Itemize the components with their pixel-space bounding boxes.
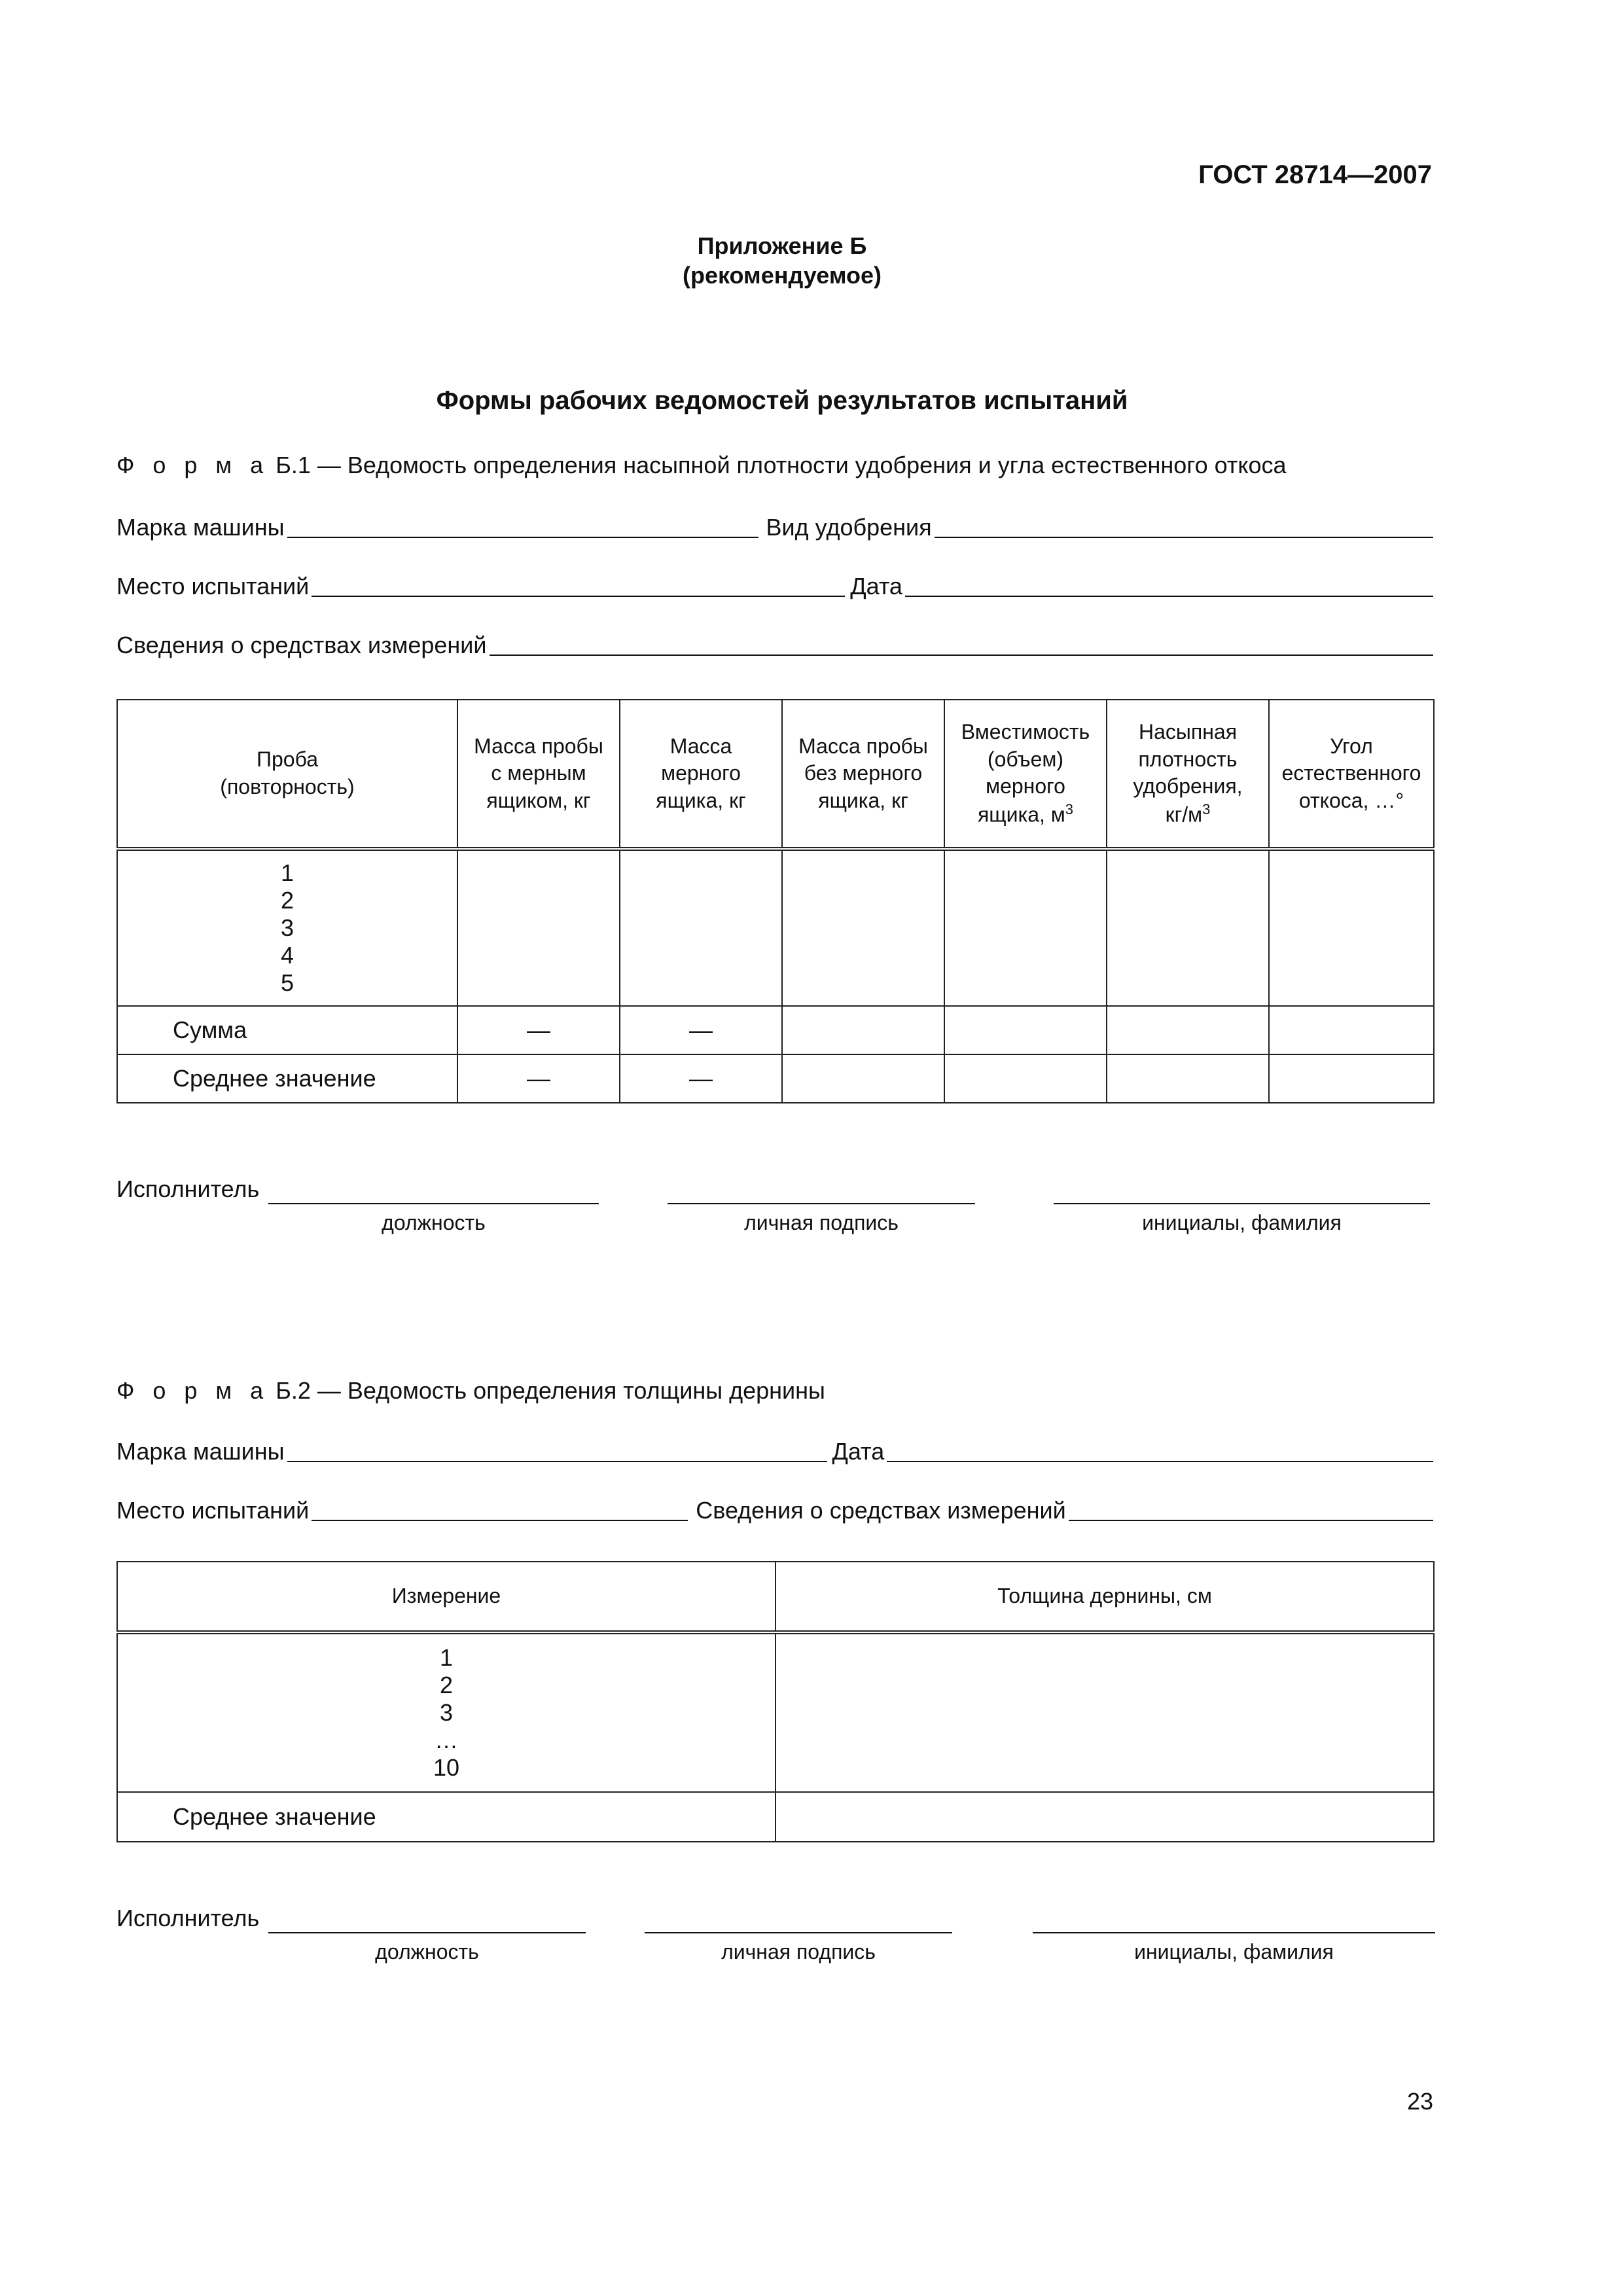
document-code: ГОСТ 28714—2007	[1198, 160, 1432, 189]
sample-number: 2	[280, 887, 294, 914]
instruments-field[interactable]	[1069, 1513, 1433, 1521]
measurement-numbers-cell	[117, 1632, 776, 1792]
header-turf-thickness: Толщина дернины, см	[776, 1562, 1434, 1632]
header-mass-with-box: Масса пробы с мерным ящиком, кг	[457, 700, 620, 849]
signature-field[interactable]	[668, 1202, 975, 1204]
data-cell[interactable]	[944, 1054, 1107, 1103]
form-b2-caption	[116, 1377, 825, 1405]
name-field[interactable]	[1033, 1931, 1435, 1933]
form-b1-table	[116, 699, 1435, 1103]
sample-numbers-cell	[117, 849, 457, 1006]
form-b1-caption-text: Б.1 — Ведомость определения насыпной плотности удобрения и угла естественного откоса	[276, 452, 1287, 478]
form-b2-table	[116, 1561, 1435, 1842]
dash-cell: —	[620, 1006, 782, 1054]
name-caption: инициалы, фамилия	[1142, 1211, 1342, 1234]
data-cell[interactable]	[944, 849, 1107, 1006]
machine-brand-field[interactable]	[287, 1454, 827, 1462]
annex-status: (рекомендуемое)	[683, 262, 882, 289]
sample-number: 1	[280, 859, 294, 886]
header-sample: Проба (повторность)	[117, 700, 457, 849]
data-cell[interactable]	[782, 1006, 944, 1054]
data-cell[interactable]	[1269, 849, 1434, 1006]
machine-brand-label: Марка машины	[116, 514, 285, 541]
fertilizer-type-label: Вид удобрения	[766, 514, 932, 541]
date-field[interactable]	[905, 589, 1433, 597]
measurement-number: 1	[439, 1644, 454, 1671]
signature-field[interactable]	[645, 1931, 952, 1933]
form-b1-row-instruments	[116, 627, 1433, 658]
sample-number: 5	[280, 969, 294, 996]
header-mass-without-box: Масса пробы без мерного ящика, кг	[782, 700, 944, 849]
data-cell[interactable]	[1269, 1054, 1434, 1103]
page-number: 23	[1406, 2088, 1433, 2115]
data-cell[interactable]	[457, 849, 620, 1006]
data-cell[interactable]	[782, 1054, 944, 1103]
data-cell[interactable]	[1107, 849, 1269, 1006]
test-site-label: Место испытаний	[116, 1497, 310, 1524]
sum-label: Сумма	[117, 1006, 457, 1054]
data-cell[interactable]	[782, 849, 944, 1006]
data-cell[interactable]	[1269, 1006, 1434, 1054]
header-bulk-density: Насыпная плотность удобрения, $кг/м^3$	[1107, 700, 1269, 849]
measurement-number: 10	[433, 1754, 460, 1781]
form-b2-row-brand	[116, 1433, 1433, 1465]
test-site-label: Место испытаний	[116, 573, 310, 600]
test-site-field[interactable]	[312, 589, 845, 597]
header-box-mass: Масса мерного ящика, кг	[620, 700, 782, 849]
section-title: Формы рабочих ведомостей результатов испытаний	[436, 386, 1128, 415]
signature-caption: личная подпись	[744, 1211, 899, 1234]
instruments-field[interactable]	[490, 648, 1433, 656]
date-label: Дата	[832, 1438, 885, 1465]
measurement-number: 3	[439, 1699, 454, 1726]
mean-label: Среднее значение	[117, 1792, 776, 1842]
test-site-field[interactable]	[312, 1513, 688, 1521]
form-b2-caption-text: Б.2 — Ведомость определения толщины дернины	[276, 1377, 825, 1404]
data-cell[interactable]	[776, 1632, 1434, 1792]
position-field[interactable]	[268, 1931, 586, 1933]
position-caption: должность	[382, 1211, 486, 1234]
sample-number: 4	[280, 942, 294, 969]
executor-label: Исполнитель	[116, 1905, 260, 1931]
mean-label: Среднее значение	[117, 1054, 457, 1103]
annex-title: Приложение Б	[697, 232, 867, 259]
signature-caption: личная подпись	[721, 1940, 876, 1964]
sample-number: 3	[280, 914, 294, 941]
measurement-number: …	[435, 1727, 458, 1753]
form-b2-row-site	[116, 1492, 1433, 1524]
instruments-label: Сведения о средствах измерений	[116, 632, 487, 659]
instruments-label: Сведения о средствах измерений	[696, 1497, 1066, 1524]
date-field[interactable]	[887, 1454, 1433, 1462]
header-repose-angle: Угол естественного откоса, …°	[1269, 700, 1434, 849]
dash-cell: —	[457, 1006, 620, 1054]
form-b2-caption-prefix: Ф о р м а	[116, 1377, 270, 1404]
header-measurement: Измерение	[117, 1562, 776, 1632]
executor-label: Исполнитель	[116, 1175, 260, 1202]
fertilizer-type-field[interactable]	[935, 530, 1433, 538]
date-label: Дата	[850, 573, 902, 600]
measurement-number: 2	[439, 1672, 454, 1698]
data-cell[interactable]	[776, 1792, 1434, 1842]
position-field[interactable]	[268, 1202, 599, 1204]
name-field[interactable]	[1054, 1202, 1430, 1204]
data-cell[interactable]	[620, 849, 782, 1006]
form-b1-caption-prefix: Ф о р м а	[116, 452, 270, 478]
position-caption: должность	[375, 1940, 479, 1964]
form-b1-caption	[116, 452, 1287, 479]
name-caption: инициалы, фамилия	[1134, 1940, 1334, 1964]
data-cell[interactable]	[944, 1006, 1107, 1054]
header-box-volume: Вместимость (объем) мерного ящика, $м^3$	[944, 700, 1107, 849]
dash-cell: —	[457, 1054, 620, 1103]
machine-brand-field[interactable]	[287, 530, 758, 538]
data-cell[interactable]	[1107, 1054, 1269, 1103]
data-cell[interactable]	[1107, 1006, 1269, 1054]
form-b1-row-brand	[116, 509, 1433, 541]
machine-brand-label: Марка машины	[116, 1438, 285, 1465]
dash-cell: —	[620, 1054, 782, 1103]
form-b1-row-site	[116, 568, 1433, 600]
